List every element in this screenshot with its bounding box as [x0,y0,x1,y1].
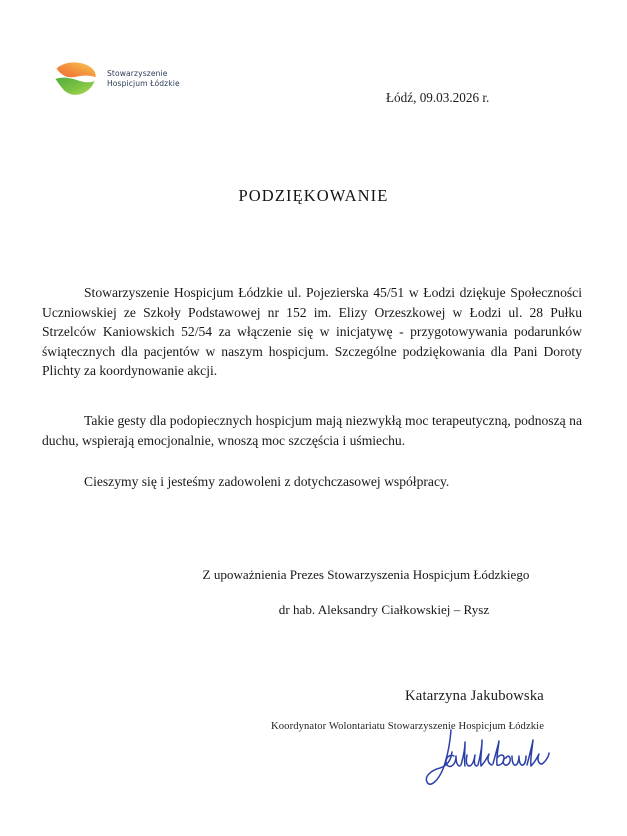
authorisation-line-1: Z upoważnienia Prezes Stowarzyszenia Hospicjum Łódzkiego [202,567,530,582]
signature-block [42,686,582,734]
logo-wordmark [107,67,180,90]
document-header [0,58,627,118]
signatory-role: Koordynator Wolontariatu Stowarzyszenie Hospicjum Łódzkie [271,721,544,732]
authorisation-block [42,566,582,619]
logo-line-2: Hospicjum Łódzkie [107,79,180,88]
signatory-name: Katarzyna Jakubowska [405,688,544,704]
document-body [42,283,582,492]
body-paragraph-1: Stowarzyszenie Hospicjum Łódzkie ul. Pojezierska 45/51 w Łodzi dziękuje Społeczności Uczniowskiej ze Szkoły Podstawowej nr 152 im. Elizy Orzeszkowej w Łodzi ul. 28 Pułku Strzelców Kaniowskich 52/54 za włączenie się w inicjatywę - przygotowywania podarunków świątecznych dla pacjentów w naszym hospicjum. Szczególne podziękowania dla Pani Doroty Plichty za koordynowanie akcji. [42,285,582,379]
body-paragraph-2: Takie gesty dla podopiecznych hospicjum mają niezwykłą moc terapeutyczną, podnoszą na duchu, wspierają emocjonalnie, wnoszą moc szczęścia i uśmiechu. [42,412,582,448]
body-paragraph-3: Cieszymy się i jesteśmy zadowoleni z dotychczasowej współpracy. [84,474,450,490]
authorisation-line-2: dr hab. Aleksandry Ciałkowskiej – Rysz [278,602,490,617]
logo-line-1: Stowarzyszenie [107,68,168,78]
document-date: Łódź, 09.03.2026 r. [386,90,490,105]
page-title: PODZIĘKOWANIE [238,186,389,205]
organisation-logo [53,58,180,98]
hospice-leaf-logo-icon [53,58,101,98]
handwritten-signature-icon [420,728,550,800]
